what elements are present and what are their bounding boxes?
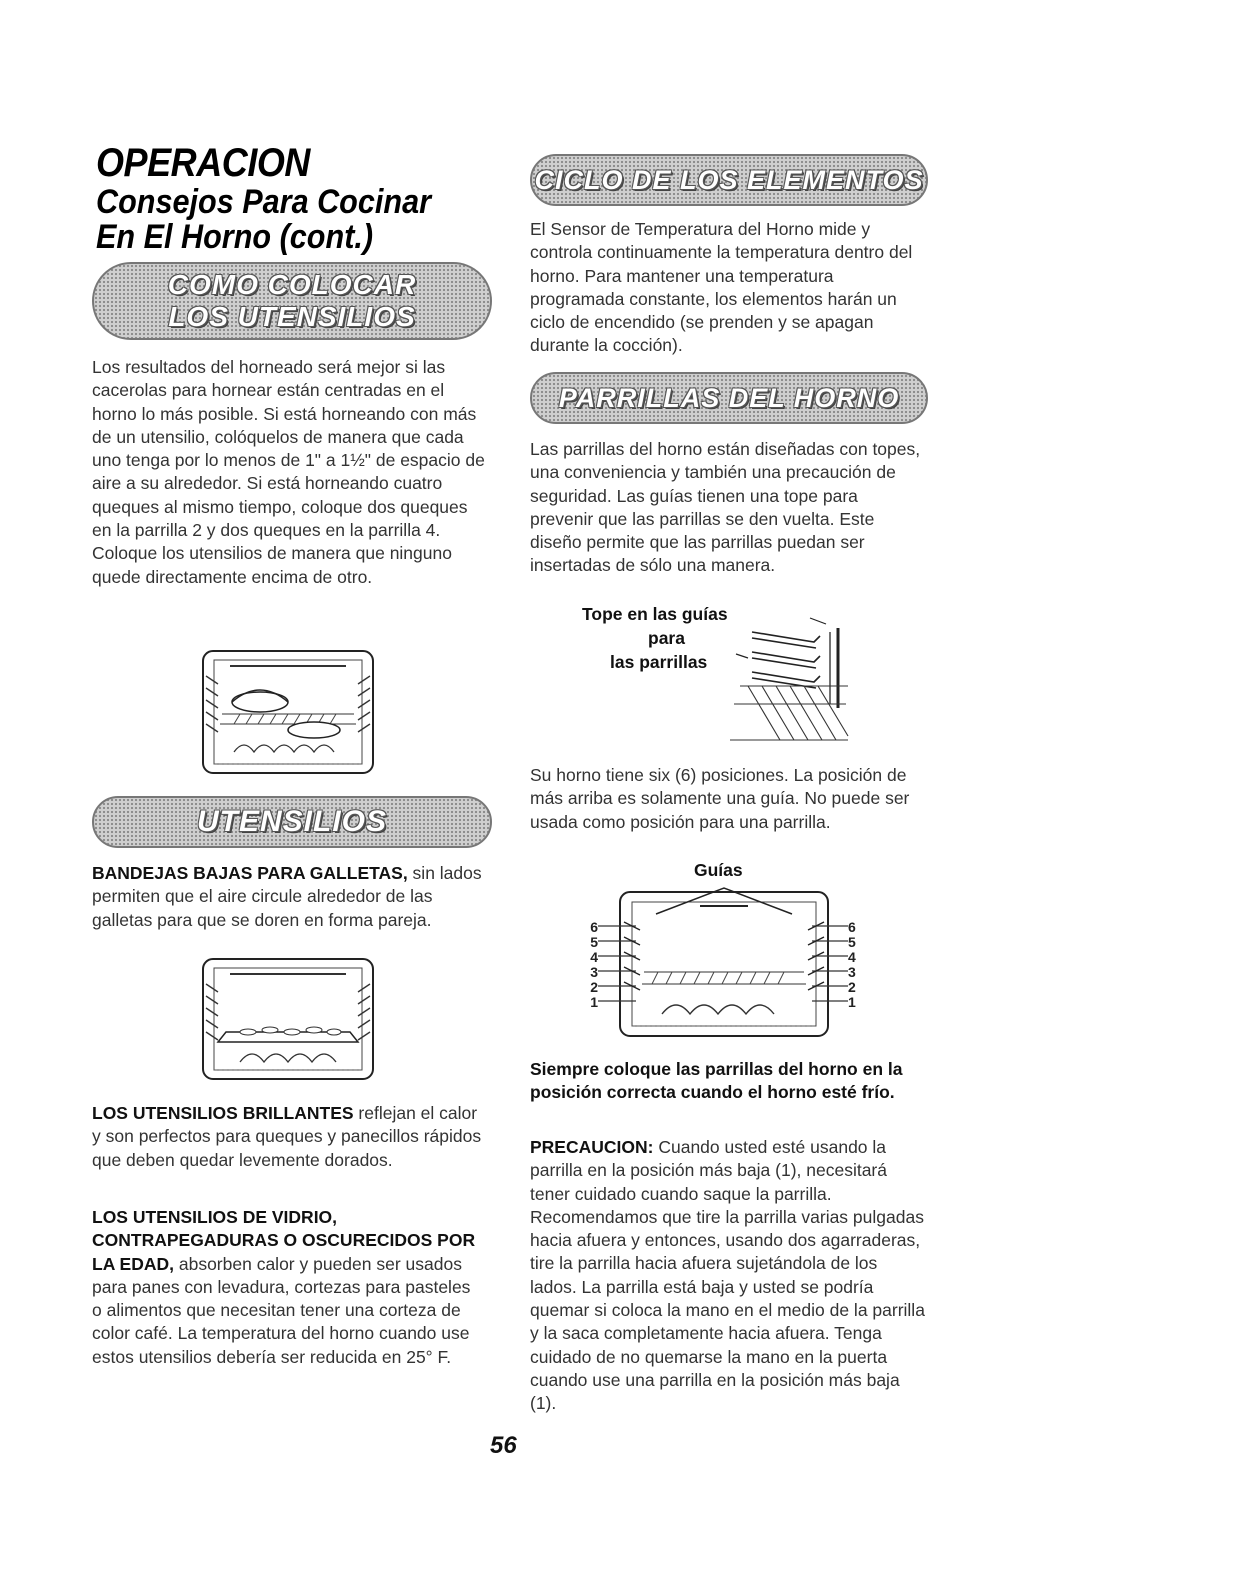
stop-label-line2: para — [648, 628, 685, 648]
rack-number-right-6: 6 — [848, 919, 856, 935]
rack-number-right-5: 5 — [848, 934, 856, 950]
precaution-heading: PRECAUCION: — [530, 1137, 654, 1157]
banner-utensilios-text: UTENSILIOS — [196, 805, 387, 838]
oven-diagram-cookies — [200, 956, 376, 1082]
precaution-text: Cuando usted esté usando la parrilla en la posición más baja (1), necesitará tener cuidado cuando saque la parrilla. Recomendamos que tire la parrilla varias pulgadas hacia afuera y entonces, usando dos agarraderas, tire la parrilla hacia afuera sujetándola de los lados. La parrilla está baja y usted se podría quemar si coloca la mano en el medio de la parrilla y la saca completamente hacia afuera. Tenga cuidado de no quemarse la mano en la puerta cuando use una parrilla en la posición más baja (1). — [530, 1137, 925, 1414]
rack-number-left-5: 5 — [590, 934, 598, 950]
banner-como-colocar-line1: COMO COLOCAR — [167, 269, 417, 300]
shiny-utensils-paragraph — [92, 1102, 484, 1172]
page-title: OPERACION — [96, 141, 310, 185]
banner-ciclo-elementos-text: CICLO DE LOS ELEMENTOS — [534, 165, 924, 195]
banner-utensilios — [92, 796, 492, 848]
rack-number-right-2: 2 — [848, 979, 856, 995]
warning-paragraph — [530, 1058, 910, 1105]
positions-paragraph: Su horno tiene six (6) posiciones. La posición de más arriba es solamente una guía. No puede ser usada como posición para una parrilla. — [530, 765, 910, 832]
banner-como-colocar — [92, 262, 492, 340]
rack-number-left-4: 4 — [590, 949, 598, 965]
banner-como-colocar-line2: LOS UTENSILIOS — [168, 301, 416, 332]
rack-number-right-3: 3 — [848, 964, 856, 980]
stop-label-line3: las parrillas — [610, 652, 708, 672]
glass-utensils-heading: LOS UTENSILIOS DE VIDRIO, CONTRAPEGADURAS O OSCURECIDOS POR LA EDAD, — [92, 1207, 476, 1274]
cookie-sheets-text: sin lados permiten que el aire circule alrededor de las galletas para que se doren en forma pareja. — [92, 863, 482, 930]
cookie-sheets-heading: BANDEJAS BAJAS PARA GALLETAS, — [92, 863, 408, 883]
element-cycle-paragraph: El Sensor de Temperatura del Horno mide y controla continuamente la temperatura dentro del horno. Para mantener una temperatura programada constante, los elementos harán un ciclo de encendido (se prenden y se apagan durante la cocción). — [530, 219, 913, 356]
glass-utensils-text: absorben calor y pueden ser usados para panes con levadura, cortezas para pasteles o alimentos que necesitan tener una corteza de color café. La temperatura del horno cuando use estos utensilios debería ser reducida en 25° F. — [92, 1253, 471, 1367]
banner-parrillas-horno-text: PARRILLAS DEL HORNO — [558, 383, 900, 413]
rack-stop-diagram — [730, 612, 854, 746]
page-number: 56 — [490, 1432, 517, 1459]
oven-diagram-pies — [200, 648, 376, 776]
stop-label-line1: Tope en las guías — [582, 604, 728, 624]
precaution-paragraph — [530, 1136, 925, 1416]
rack-number-left-1: 1 — [590, 994, 598, 1010]
placement-paragraph: Los resultados del horneado será mejor si las cacerolas para hornear están centradas en el horno lo más posible. Si está horneando con más de un utensilio, colóquelos de manera que cada uno tenga por lo menos de 1" a 1½" de espacio de aire a su alrededor. Si está horneando cuatro queques al mismo tiempo, coloque dos queques en la parrilla 2 y dos queques en la parrilla 4. Coloque los utensilios de manera que ninguno quede directamente encima de otro. — [92, 357, 485, 587]
banner-parrillas-horno — [530, 372, 928, 424]
banner-ciclo-elementos — [530, 154, 928, 206]
rack-number-right-4: 4 — [848, 949, 856, 965]
page-subtitle-line2: En El Horno (cont.) — [96, 218, 374, 256]
rack-number-left-6: 6 — [590, 919, 598, 935]
rack-numbers-left — [578, 920, 598, 1010]
shiny-utensils-heading: LOS UTENSILIOS BRILLANTES — [92, 1103, 354, 1123]
cookie-sheets-paragraph — [92, 862, 484, 932]
oven-diagram-positions — [596, 880, 848, 1040]
glass-utensils-paragraph — [92, 1206, 484, 1369]
page-subtitle-line1: Consejos Para Cocinar — [96, 183, 432, 221]
racks-paragraph: Las parrillas del horno están diseñadas con topes, una conveniencia y también una precaución de seguridad. Las guías tienen una tope para prevenir que las parrillas se den vuelta. Este diseño permite que las parrillas puedan ser insertadas de sólo una manera. — [530, 439, 921, 576]
guides-label: Guías — [694, 860, 743, 880]
shiny-utensils-text: reflejan el calor y son perfectos para queques y panecillos rápidos que deben quedar levemente dorados. — [92, 1103, 482, 1170]
warning-text: Siempre coloque las parrillas del horno en la posición correcta cuando el horno esté frío. — [530, 1059, 903, 1103]
rack-number-left-3: 3 — [590, 964, 598, 980]
rack-number-left-2: 2 — [590, 979, 598, 995]
rack-number-right-1: 1 — [848, 994, 856, 1010]
rack-numbers-right — [848, 920, 868, 1010]
